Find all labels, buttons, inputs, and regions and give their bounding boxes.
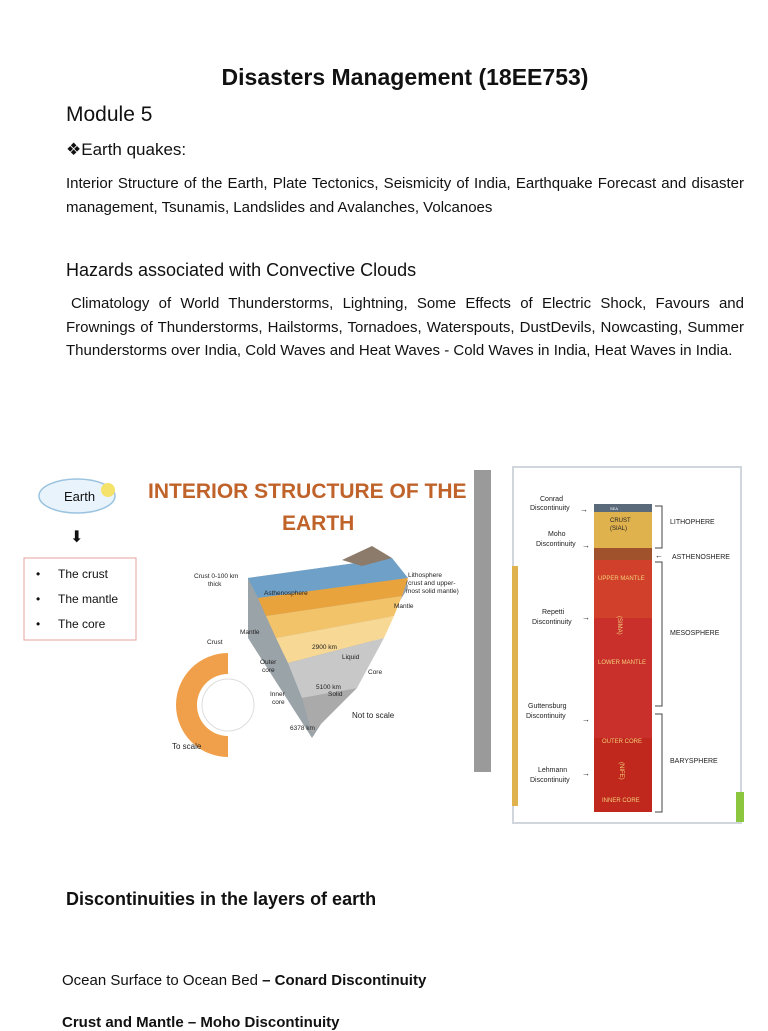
discontinuity-column-figure xyxy=(512,466,744,828)
earthquakes-heading xyxy=(66,140,186,160)
label-to-scale: To scale xyxy=(172,742,202,751)
label-5100km: 5100 km xyxy=(316,684,341,691)
earthquakes-topics: Interior Structure of the Earth, Plate Tectonics, Seismicity of India, Earthquake Forecast and disaster management, Tsunamis, Landslides and Avalanches, Volcanoes xyxy=(66,175,744,216)
sea-label: SEA xyxy=(610,506,619,511)
upper-mantle-label: UPPER MANTLE xyxy=(598,576,645,582)
label-mantle-right: Mantle xyxy=(394,603,414,610)
repetti-label: Repetti xyxy=(542,609,565,616)
discontinuity-line-1 xyxy=(62,972,426,989)
lithosphere-label: LITHOPHERE xyxy=(670,519,715,526)
label-crust-thick: Crust 0-100 km xyxy=(194,573,239,580)
module-heading: Module 5 xyxy=(66,103,153,126)
label-solid: Solid xyxy=(328,691,343,698)
scale-bar xyxy=(474,470,491,772)
label-mantle-left: Mantle xyxy=(240,629,260,636)
bullet-diamond-icon: ❖ xyxy=(66,140,82,159)
discontinuities-heading: Discontinuities in the layers of earth xyxy=(66,889,377,909)
barysphere-label: BARYSPHERE xyxy=(670,758,718,765)
list-bullet-icon: • xyxy=(36,617,41,631)
conrad-label: Conrad xyxy=(540,496,563,503)
earth-emoji-icon xyxy=(101,483,115,497)
moho-label2: Discontinuity xyxy=(536,541,576,548)
discontinuity-line-2: Crust and Mantle – Moho Discontinuity xyxy=(62,1014,340,1031)
line1-bold: – Conard Discontinuity xyxy=(262,972,427,989)
list-bullet-icon: • xyxy=(36,592,41,606)
outer-core-label: OUTER CORE xyxy=(602,739,643,745)
convective-heading: Hazards associated with Convective Clouds xyxy=(66,260,417,280)
sial-label: (SIAL) xyxy=(610,526,628,532)
conrad-label2: Discontinuity xyxy=(530,505,570,512)
label-lithosphere2: (crust and upper- xyxy=(406,580,456,587)
list-bullet-icon: • xyxy=(36,567,41,581)
label-lithosphere3: most solid mantle) xyxy=(406,588,459,595)
guttensburg-label: Guttensburg xyxy=(528,703,567,710)
figure-title-line1: INTERIOR STRUCTURE OF THE xyxy=(148,480,467,503)
label-2900km: 2900 km xyxy=(312,644,337,651)
moho-band xyxy=(594,548,652,560)
list-item-mantle: The mantle xyxy=(58,592,119,606)
label-inner-core: Inner xyxy=(270,691,285,698)
label-lithosphere: Lithosphere xyxy=(408,572,442,579)
list-item-core: The core xyxy=(58,617,106,631)
moho-label: Moho xyxy=(548,531,566,538)
convective-topics: Climatology of World Thunderstorms, Lightning, Some Effects of Electric Shock, Favours and Frownings of Thunderstorms, Hailstorms, Tornadoes, Waterspouts, DustDevils, Nowcasting, Summer Thunderstorms over India, Cold Waves and Heat Waves - Cold Waves in India, Heat Waves in India. xyxy=(66,295,744,359)
label-crust-thick2: thick xyxy=(208,581,222,588)
label-6378km: 6378 km xyxy=(290,725,315,732)
left-edge-strip xyxy=(512,566,518,806)
label-liquid: Liquid xyxy=(342,654,360,661)
nife-label: (NIFE) xyxy=(618,762,624,780)
arrow-left-icon: ← xyxy=(655,551,663,560)
label-not-to-scale: Not to scale xyxy=(352,711,395,720)
interior-structure-figure xyxy=(12,468,492,776)
label-outer-core: Outer xyxy=(260,659,277,666)
to-scale-core xyxy=(202,679,254,731)
label-crust: Crust xyxy=(207,639,223,646)
lower-mantle-layer xyxy=(594,618,652,738)
lower-mantle-label: LOWER MANTLE xyxy=(598,660,647,666)
lehmann-label2: Discontinuity xyxy=(530,777,570,784)
sima-label: (SIMA) xyxy=(616,616,622,635)
label-asthenosphere: Asthenosphere xyxy=(264,590,308,597)
arrow-down-icon: ⬇ xyxy=(70,529,84,546)
corner-badge xyxy=(736,792,744,822)
label-outer-core2: core xyxy=(262,667,275,674)
arrow-right-icon: → xyxy=(582,769,590,778)
crust-label: CRUST xyxy=(610,518,631,524)
lehmann-label: Lehmann xyxy=(538,767,568,774)
repetti-label2: Discontinuity xyxy=(532,619,572,626)
arrow-right-icon: → xyxy=(580,505,588,514)
line1-text: Ocean Surface to Ocean Bed xyxy=(62,972,258,989)
sea-layer xyxy=(594,504,652,512)
inner-core-label: INNER CORE xyxy=(602,798,640,804)
page-title: Disasters Management (18EE753) xyxy=(221,64,589,90)
arrow-right-icon: → xyxy=(582,613,590,622)
list-item-crust: The crust xyxy=(58,567,109,581)
earth-label: Earth xyxy=(64,489,96,504)
label-inner-core2: core xyxy=(272,699,285,706)
asthenosphere-label: ASTHENOSHERE xyxy=(672,554,730,561)
earthquakes-heading-text: Earth quakes: xyxy=(81,140,187,159)
upper-mantle-layer xyxy=(594,560,652,618)
mesosphere-label: MESOSPHERE xyxy=(670,630,720,637)
label-core: Core xyxy=(368,669,383,676)
arrow-right-icon: → xyxy=(582,541,590,550)
guttensburg-label2: Discontinuity xyxy=(526,713,566,720)
arrow-right-icon: → xyxy=(582,715,590,724)
figure-title-line2: EARTH xyxy=(282,512,355,535)
